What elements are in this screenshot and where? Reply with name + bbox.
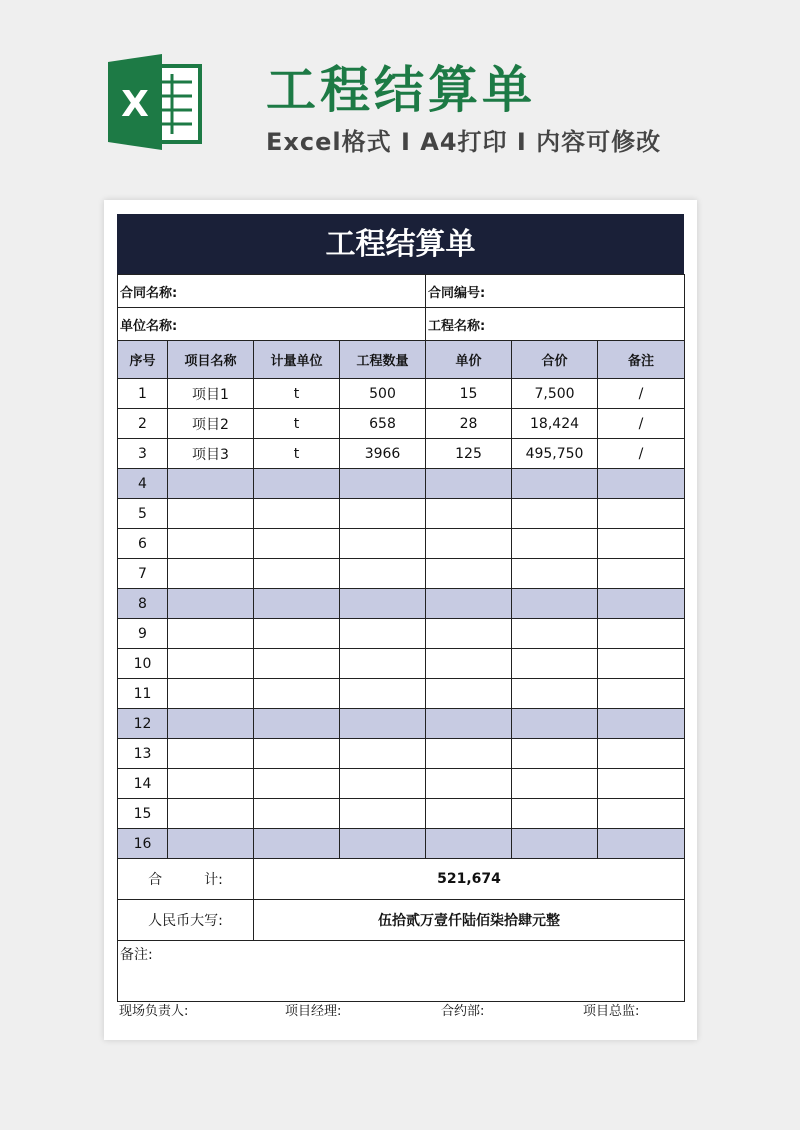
table-row: [118, 709, 685, 739]
table-cell: [254, 799, 340, 829]
table-cell: [512, 649, 598, 679]
table-cell: [512, 589, 598, 619]
table-row: [118, 499, 685, 529]
table-cell: [598, 559, 685, 589]
total-value: 521,674: [254, 859, 685, 900]
table-cell: [598, 589, 685, 619]
table-cell: 28: [426, 409, 512, 439]
table-cell: [168, 829, 254, 859]
table-cell: 495,750: [512, 439, 598, 469]
logo-letter: X: [121, 84, 149, 125]
table-row: [118, 589, 685, 619]
project-name-label: 工程名称:: [426, 308, 685, 341]
table-cell: [598, 619, 685, 649]
column-header: 合价: [512, 341, 598, 379]
table-cell: [426, 469, 512, 499]
table-cell: [340, 619, 426, 649]
table-cell: [598, 529, 685, 559]
table-cell: [254, 559, 340, 589]
table-cell: [340, 499, 426, 529]
table-cell: 18,424: [512, 409, 598, 439]
table-cell: [598, 679, 685, 709]
table-cell: 项目3: [168, 439, 254, 469]
table-cell: [426, 559, 512, 589]
table-cell: [254, 649, 340, 679]
banner-title: 工程结算单: [266, 61, 536, 119]
table-cell: 9: [118, 619, 168, 649]
project-manager-label: 项目经理:: [285, 1004, 342, 1019]
table-cell: 7,500: [512, 379, 598, 409]
table-cell: t: [254, 409, 340, 439]
table-cell: [168, 619, 254, 649]
table-cell: [426, 799, 512, 829]
contract-name-label: 合同名称:: [118, 275, 426, 308]
table-cell: 项目2: [168, 409, 254, 439]
table-cell: t: [254, 379, 340, 409]
table-cell: [168, 799, 254, 829]
table-cell: 13: [118, 739, 168, 769]
settlement-table: [117, 274, 685, 1002]
table-cell: /: [598, 439, 685, 469]
table-cell: [598, 769, 685, 799]
table-row: [118, 829, 685, 859]
table-cell: 658: [340, 409, 426, 439]
table-cell: [512, 469, 598, 499]
table-cell: [168, 769, 254, 799]
table-cell: 14: [118, 769, 168, 799]
table-cell: 15: [426, 379, 512, 409]
table-cell: [598, 469, 685, 499]
table-cell: 1: [118, 379, 168, 409]
table-cell: [254, 769, 340, 799]
table-cell: 3966: [340, 439, 426, 469]
table-cell: [254, 739, 340, 769]
table-cell: 12: [118, 709, 168, 739]
table-row: [118, 529, 685, 559]
table-cell: t: [254, 439, 340, 469]
table-cell: 6: [118, 529, 168, 559]
table-cell: [512, 709, 598, 739]
table-row: [118, 439, 685, 469]
table-row: [118, 559, 685, 589]
table-cell: [254, 589, 340, 619]
table-cell: [512, 559, 598, 589]
column-header: 备注: [598, 341, 685, 379]
table-cell: [340, 679, 426, 709]
table-cell: [426, 499, 512, 529]
project-director-label: 项目总监:: [583, 1004, 640, 1019]
table-cell: 500: [340, 379, 426, 409]
notes-row: [118, 941, 685, 1002]
table-row: [118, 769, 685, 799]
excel-logo-icon: [104, 52, 204, 152]
table-cell: [598, 499, 685, 529]
unit-name-label: 单位名称:: [118, 308, 426, 341]
table-cell: 项目1: [168, 379, 254, 409]
table-cell: [168, 469, 254, 499]
table-row: [118, 739, 685, 769]
table-header-row: [118, 341, 685, 379]
table-cell: [168, 739, 254, 769]
table-cell: [340, 649, 426, 679]
table-cell: [340, 589, 426, 619]
table-cell: [340, 799, 426, 829]
table-cell: [512, 619, 598, 649]
table-cell: 8: [118, 589, 168, 619]
table-cell: [512, 499, 598, 529]
table-cell: [512, 829, 598, 859]
table-cell: [426, 619, 512, 649]
table-cell: [340, 739, 426, 769]
table-cell: [340, 469, 426, 499]
table-cell: /: [598, 379, 685, 409]
table-cell: [168, 649, 254, 679]
table-cell: 11: [118, 679, 168, 709]
table-cell: [598, 829, 685, 859]
contract-no-label: 合同编号:: [426, 275, 685, 308]
table-cell: [426, 589, 512, 619]
table-cell: [254, 499, 340, 529]
table-cell: [168, 529, 254, 559]
column-header: 计量单位: [254, 341, 340, 379]
table-cell: 125: [426, 439, 512, 469]
column-header: 项目名称: [168, 341, 254, 379]
table-cell: [426, 709, 512, 739]
table-cell: [512, 529, 598, 559]
table-cell: [426, 769, 512, 799]
table-cell: [254, 529, 340, 559]
settlement-sheet: [117, 214, 684, 1002]
table-row: [118, 469, 685, 499]
column-header: 单价: [426, 341, 512, 379]
table-cell: [598, 649, 685, 679]
signature-footer: [117, 1000, 684, 1020]
contract-dept-label: 合约部:: [441, 1004, 485, 1019]
table-cell: [340, 769, 426, 799]
banner-subtitle: Excel格式 I A4打印 I 内容可修改: [266, 128, 662, 156]
table-cell: [340, 559, 426, 589]
table-cell: 16: [118, 829, 168, 859]
table-cell: 10: [118, 649, 168, 679]
table-cell: [598, 709, 685, 739]
table-cell: [168, 589, 254, 619]
table-cell: [254, 469, 340, 499]
table-cell: [254, 619, 340, 649]
table-cell: [426, 739, 512, 769]
table-cell: 4: [118, 469, 168, 499]
site-manager-label: 现场负责人:: [119, 1004, 189, 1019]
table-cell: [254, 829, 340, 859]
rmb-value: 伍拾贰万壹仟陆佰柒拾肆元整: [254, 900, 685, 941]
table-row: [118, 379, 685, 409]
table-row: [118, 799, 685, 829]
table-cell: /: [598, 409, 685, 439]
table-row: [118, 649, 685, 679]
table-cell: [426, 529, 512, 559]
table-cell: [512, 799, 598, 829]
table-cell: 7: [118, 559, 168, 589]
table-cell: [512, 739, 598, 769]
rmb-row: [118, 900, 685, 941]
table-cell: [426, 649, 512, 679]
table-cell: [512, 769, 598, 799]
table-row: [118, 679, 685, 709]
table-cell: [168, 499, 254, 529]
column-header: 工程数量: [340, 341, 426, 379]
table-cell: [168, 709, 254, 739]
table-cell: 3: [118, 439, 168, 469]
total-row: [118, 859, 685, 900]
sheet-title: 工程结算单: [117, 214, 684, 274]
table-cell: [426, 679, 512, 709]
column-header: 序号: [118, 341, 168, 379]
table-cell: [340, 709, 426, 739]
table-cell: [512, 679, 598, 709]
table-cell: 5: [118, 499, 168, 529]
table-cell: [340, 829, 426, 859]
table-cell: [598, 799, 685, 829]
table-cell: [254, 679, 340, 709]
table-row: [118, 409, 685, 439]
table-row: [118, 619, 685, 649]
table-cell: 2: [118, 409, 168, 439]
total-label: 合 计:: [118, 859, 254, 900]
table-cell: [426, 829, 512, 859]
table-cell: [340, 529, 426, 559]
table-cell: [168, 679, 254, 709]
table-cell: 15: [118, 799, 168, 829]
rmb-label: 人民币大写:: [118, 900, 254, 941]
table-cell: [598, 739, 685, 769]
table-cell: [168, 559, 254, 589]
table-cell: [254, 709, 340, 739]
notes-label: 备注:: [118, 941, 685, 1002]
